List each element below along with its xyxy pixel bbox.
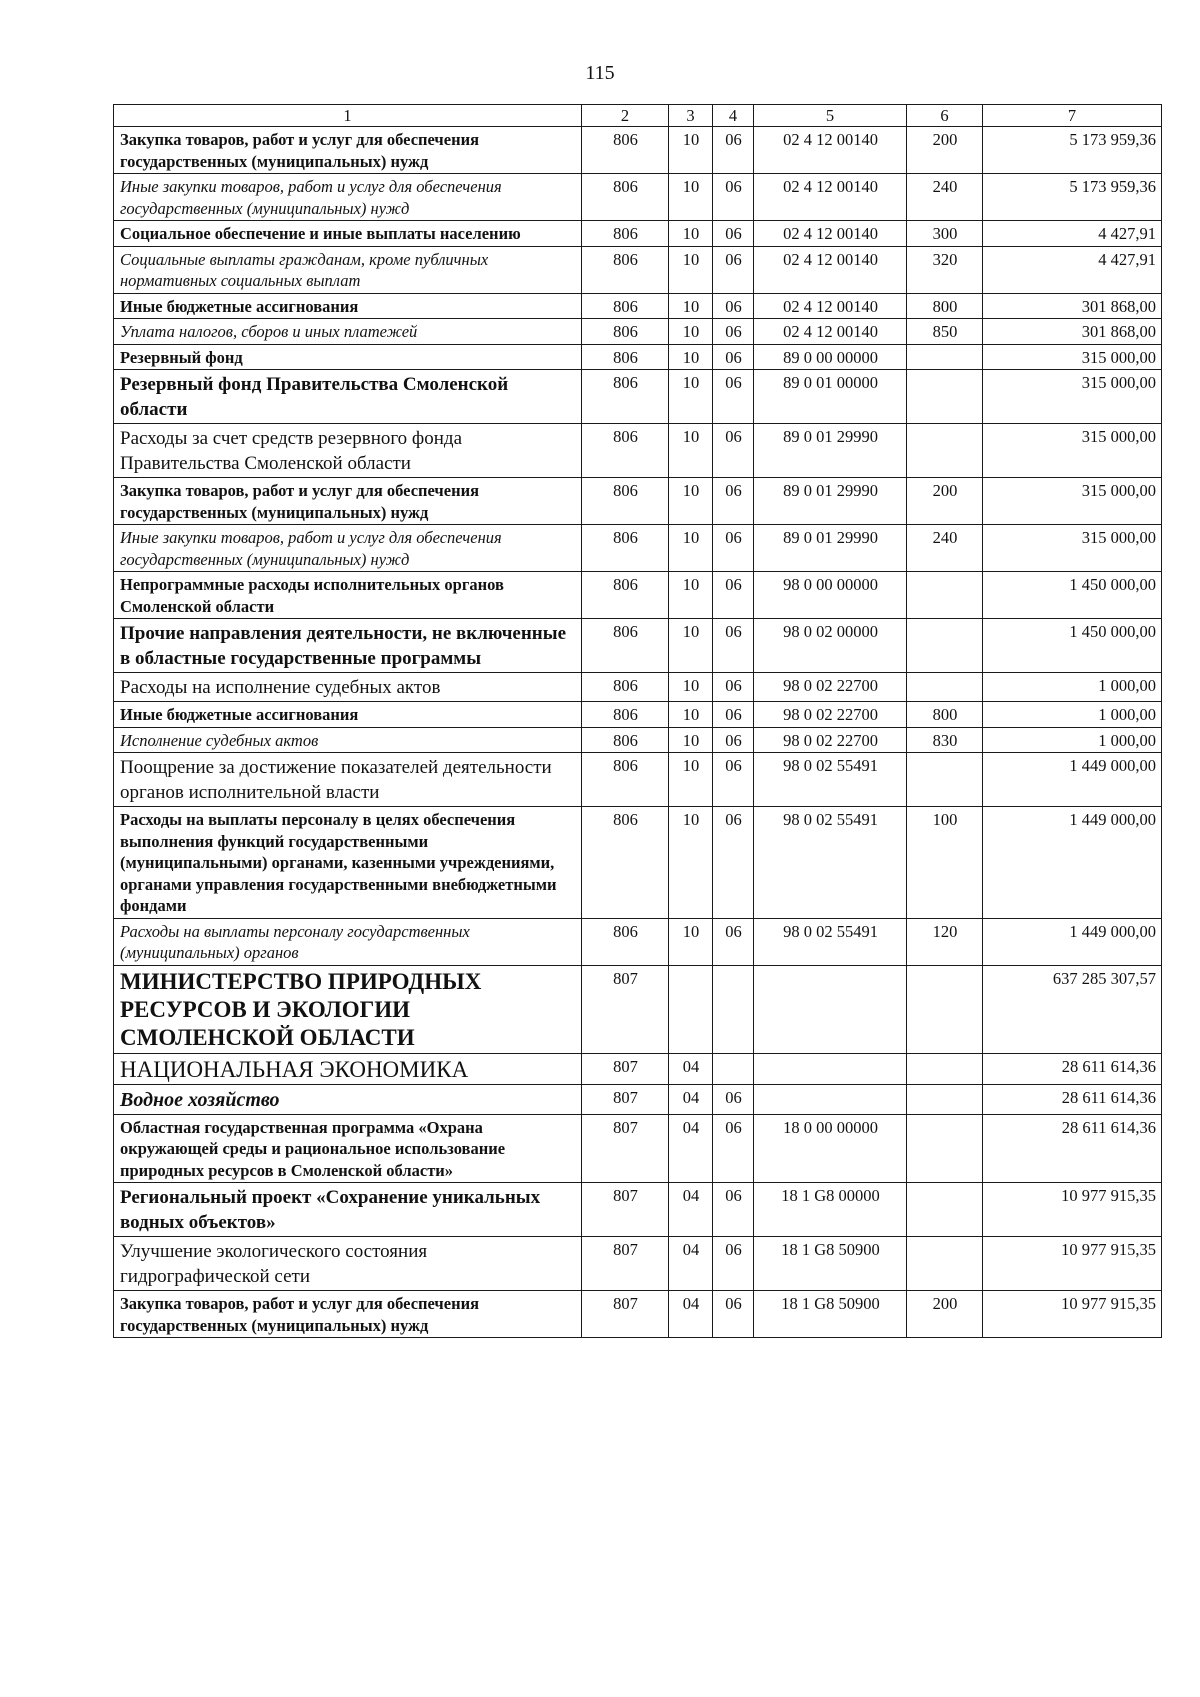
item-name-cell: Социальное обеспечение и иные выплаты населению [114, 221, 582, 247]
header-cell: 6 [907, 105, 983, 127]
amount-cell: 28 611 614,36 [983, 1084, 1162, 1114]
code-ministry-cell: 806 [582, 293, 669, 319]
budget-table [113, 104, 1162, 1338]
table-row [114, 965, 1162, 1053]
item-name-cell: Водное хозяйство [114, 1084, 582, 1114]
item-name-cell: Закупка товаров, работ и услуг для обеспечения государственных (муниципальных) нужд [114, 127, 582, 174]
code-section-cell: 10 [669, 525, 713, 572]
code-subsection-cell: 06 [713, 572, 754, 619]
code-expense-type-cell [907, 424, 983, 478]
table-row [114, 127, 1162, 174]
amount-cell: 1 450 000,00 [983, 619, 1162, 673]
code-expense-type-cell: 200 [907, 478, 983, 525]
amount-cell: 1 000,00 [983, 727, 1162, 753]
code-ministry-cell: 806 [582, 127, 669, 174]
table-row [114, 572, 1162, 619]
code-section-cell: 10 [669, 174, 713, 221]
code-target-cell: 18 1 G8 00000 [754, 1183, 907, 1237]
code-expense-type-cell: 100 [907, 807, 983, 919]
code-ministry-cell: 806 [582, 319, 669, 345]
table-row [114, 1183, 1162, 1237]
code-subsection-cell: 06 [713, 1183, 754, 1237]
code-target-cell: 98 0 02 22700 [754, 702, 907, 728]
code-subsection-cell: 06 [713, 753, 754, 807]
amount-cell: 1 449 000,00 [983, 918, 1162, 965]
amount-cell: 301 868,00 [983, 293, 1162, 319]
table-row [114, 918, 1162, 965]
code-target-cell: 98 0 00 00000 [754, 572, 907, 619]
amount-cell: 315 000,00 [983, 370, 1162, 424]
code-ministry-cell: 806 [582, 246, 669, 293]
code-section-cell: 10 [669, 619, 713, 673]
code-expense-type-cell: 830 [907, 727, 983, 753]
amount-cell: 28 611 614,36 [983, 1114, 1162, 1183]
code-ministry-cell: 807 [582, 1084, 669, 1114]
header-row [114, 105, 1162, 127]
code-subsection-cell: 06 [713, 918, 754, 965]
code-ministry-cell: 807 [582, 1291, 669, 1338]
code-subsection-cell: 06 [713, 370, 754, 424]
table-row [114, 619, 1162, 673]
code-expense-type-cell: 850 [907, 319, 983, 345]
item-name-cell: Иные закупки товаров, работ и услуг для обеспечения государственных (муниципальных) нужд [114, 174, 582, 221]
item-name-cell: Резервный фонд [114, 344, 582, 370]
header-cell: 7 [983, 105, 1162, 127]
code-subsection-cell: 06 [713, 246, 754, 293]
amount-cell: 10 977 915,35 [983, 1237, 1162, 1291]
item-name-cell: Расходы на выплаты персоналу государственных (муниципальных) органов [114, 918, 582, 965]
code-subsection-cell: 06 [713, 619, 754, 673]
table-row [114, 753, 1162, 807]
code-subsection-cell: 06 [713, 1291, 754, 1338]
code-ministry-cell: 806 [582, 918, 669, 965]
code-section-cell: 04 [669, 1114, 713, 1183]
item-name-cell: Расходы на исполнение судебных актов [114, 673, 582, 702]
item-name-cell: Социальные выплаты гражданам, кроме публичных нормативных социальных выплат [114, 246, 582, 293]
code-ministry-cell: 806 [582, 525, 669, 572]
amount-cell: 10 977 915,35 [983, 1183, 1162, 1237]
code-target-cell: 89 0 01 29990 [754, 478, 907, 525]
code-ministry-cell: 807 [582, 1114, 669, 1183]
table-row [114, 1237, 1162, 1291]
code-ministry-cell: 807 [582, 1183, 669, 1237]
page-number: 115 [585, 62, 615, 84]
table-row [114, 221, 1162, 247]
code-expense-type-cell: 200 [907, 127, 983, 174]
code-target-cell: 02 4 12 00140 [754, 221, 907, 247]
code-target-cell [754, 1053, 907, 1084]
code-section-cell: 10 [669, 807, 713, 919]
code-expense-type-cell [907, 572, 983, 619]
code-subsection-cell: 06 [713, 727, 754, 753]
code-subsection-cell: 06 [713, 807, 754, 919]
table-row [114, 525, 1162, 572]
code-ministry-cell: 807 [582, 965, 669, 1053]
code-target-cell: 18 1 G8 50900 [754, 1237, 907, 1291]
code-target-cell: 18 1 G8 50900 [754, 1291, 907, 1338]
table-row [114, 1084, 1162, 1114]
code-target-cell: 02 4 12 00140 [754, 293, 907, 319]
code-subsection-cell [713, 965, 754, 1053]
item-name-cell: Уплата налогов, сборов и иных платежей [114, 319, 582, 345]
code-subsection-cell: 06 [713, 344, 754, 370]
item-name-cell: НАЦИОНАЛЬНАЯ ЭКОНОМИКА [114, 1053, 582, 1084]
code-ministry-cell: 806 [582, 424, 669, 478]
item-name-cell: Региональный проект «Сохранение уникальных водных объектов» [114, 1183, 582, 1237]
code-section-cell: 10 [669, 246, 713, 293]
code-target-cell: 98 0 02 55491 [754, 807, 907, 919]
code-expense-type-cell [907, 1084, 983, 1114]
code-target-cell: 18 0 00 00000 [754, 1114, 907, 1183]
table-row [114, 1053, 1162, 1084]
code-target-cell: 02 4 12 00140 [754, 127, 907, 174]
code-ministry-cell: 806 [582, 174, 669, 221]
code-expense-type-cell: 800 [907, 293, 983, 319]
code-expense-type-cell: 800 [907, 702, 983, 728]
code-expense-type-cell: 120 [907, 918, 983, 965]
amount-cell: 4 427,91 [983, 246, 1162, 293]
amount-cell: 315 000,00 [983, 478, 1162, 525]
amount-cell: 301 868,00 [983, 319, 1162, 345]
code-section-cell: 10 [669, 727, 713, 753]
amount-cell: 5 173 959,36 [983, 127, 1162, 174]
code-target-cell: 02 4 12 00140 [754, 174, 907, 221]
code-section-cell: 10 [669, 221, 713, 247]
amount-cell: 1 450 000,00 [983, 572, 1162, 619]
amount-cell: 4 427,91 [983, 221, 1162, 247]
code-section-cell: 10 [669, 918, 713, 965]
item-name-cell: Резервный фонд Правительства Смоленской области [114, 370, 582, 424]
header-cell: 1 [114, 105, 582, 127]
code-subsection-cell: 06 [713, 1084, 754, 1114]
code-target-cell: 02 4 12 00140 [754, 319, 907, 345]
code-ministry-cell: 807 [582, 1237, 669, 1291]
amount-cell: 10 977 915,35 [983, 1291, 1162, 1338]
code-subsection-cell: 06 [713, 293, 754, 319]
item-name-cell: Областная государственная программа «Охрана окружающей среды и рациональное использование природных ресурсов в Смоленской области» [114, 1114, 582, 1183]
code-target-cell: 98 0 02 55491 [754, 918, 907, 965]
code-ministry-cell: 806 [582, 807, 669, 919]
code-ministry-cell: 806 [582, 753, 669, 807]
code-target-cell [754, 1084, 907, 1114]
code-subsection-cell: 06 [713, 1114, 754, 1183]
code-ministry-cell: 806 [582, 478, 669, 525]
amount-cell: 315 000,00 [983, 344, 1162, 370]
code-subsection-cell: 06 [713, 221, 754, 247]
table-row [114, 1291, 1162, 1338]
amount-cell: 5 173 959,36 [983, 174, 1162, 221]
code-section-cell: 10 [669, 673, 713, 702]
code-section-cell: 10 [669, 344, 713, 370]
item-name-cell: Закупка товаров, работ и услуг для обеспечения государственных (муниципальных) нужд [114, 478, 582, 525]
code-subsection-cell [713, 1053, 754, 1084]
amount-cell: 28 611 614,36 [983, 1053, 1162, 1084]
code-subsection-cell: 06 [713, 702, 754, 728]
table-row [114, 370, 1162, 424]
code-ministry-cell: 806 [582, 673, 669, 702]
code-expense-type-cell [907, 1183, 983, 1237]
code-section-cell: 10 [669, 478, 713, 525]
code-ministry-cell: 806 [582, 727, 669, 753]
table-row [114, 344, 1162, 370]
amount-cell: 315 000,00 [983, 525, 1162, 572]
code-expense-type-cell: 320 [907, 246, 983, 293]
code-section-cell: 10 [669, 424, 713, 478]
table-row [114, 424, 1162, 478]
table-row [114, 246, 1162, 293]
code-section-cell: 10 [669, 127, 713, 174]
table-row [114, 673, 1162, 702]
header-cell: 5 [754, 105, 907, 127]
code-target-cell: 89 0 01 29990 [754, 424, 907, 478]
code-section-cell: 04 [669, 1291, 713, 1338]
table-row [114, 319, 1162, 345]
code-section-cell: 10 [669, 319, 713, 345]
amount-cell: 1 449 000,00 [983, 807, 1162, 919]
code-expense-type-cell [907, 753, 983, 807]
code-target-cell: 89 0 01 29990 [754, 525, 907, 572]
code-expense-type-cell [907, 370, 983, 424]
code-subsection-cell: 06 [713, 174, 754, 221]
code-section-cell: 04 [669, 1084, 713, 1114]
amount-cell: 1 000,00 [983, 702, 1162, 728]
code-target-cell: 89 0 01 00000 [754, 370, 907, 424]
code-target-cell: 89 0 00 00000 [754, 344, 907, 370]
code-section-cell: 04 [669, 1237, 713, 1291]
item-name-cell: Прочие направления деятельности, не включенные в областные государственные программы [114, 619, 582, 673]
code-ministry-cell: 806 [582, 572, 669, 619]
code-target-cell: 98 0 02 22700 [754, 727, 907, 753]
amount-cell: 315 000,00 [983, 424, 1162, 478]
code-section-cell: 10 [669, 572, 713, 619]
code-expense-type-cell: 300 [907, 221, 983, 247]
item-name-cell: Улучшение экологического состояния гидрографической сети [114, 1237, 582, 1291]
code-section-cell: 10 [669, 293, 713, 319]
code-subsection-cell: 06 [713, 424, 754, 478]
code-ministry-cell: 806 [582, 221, 669, 247]
code-expense-type-cell [907, 1237, 983, 1291]
table-row [114, 478, 1162, 525]
code-subsection-cell: 06 [713, 319, 754, 345]
header-cell: 2 [582, 105, 669, 127]
code-subsection-cell: 06 [713, 673, 754, 702]
item-name-cell: Расходы за счет средств резервного фонда Правительства Смоленской области [114, 424, 582, 478]
code-target-cell: 02 4 12 00140 [754, 246, 907, 293]
code-target-cell [754, 965, 907, 1053]
item-name-cell: Непрограммные расходы исполнительных органов Смоленской области [114, 572, 582, 619]
item-name-cell: Иные бюджетные ассигнования [114, 702, 582, 728]
code-expense-type-cell [907, 1053, 983, 1084]
code-expense-type-cell: 240 [907, 174, 983, 221]
code-subsection-cell: 06 [713, 1237, 754, 1291]
code-expense-type-cell [907, 1114, 983, 1183]
table-row [114, 702, 1162, 728]
item-name-cell: Расходы на выплаты персоналу в целях обеспечения выполнения функций государственными (муниципальными) органами, казенными учреждениями, органами управления государственными внебюджетными фондами [114, 807, 582, 919]
code-section-cell: 10 [669, 370, 713, 424]
amount-cell: 637 285 307,57 [983, 965, 1162, 1053]
code-expense-type-cell [907, 965, 983, 1053]
code-target-cell: 98 0 02 00000 [754, 619, 907, 673]
code-target-cell: 98 0 02 55491 [754, 753, 907, 807]
item-name-cell: Исполнение судебных актов [114, 727, 582, 753]
code-ministry-cell: 806 [582, 619, 669, 673]
table-row [114, 174, 1162, 221]
code-expense-type-cell [907, 673, 983, 702]
item-name-cell: МИНИСТЕРСТВО ПРИРОДНЫХ РЕСУРСОВ И ЭКОЛОГИИ СМОЛЕНСКОЙ ОБЛАСТИ [114, 965, 582, 1053]
code-expense-type-cell: 240 [907, 525, 983, 572]
table-row [114, 807, 1162, 919]
code-subsection-cell: 06 [713, 127, 754, 174]
code-ministry-cell: 807 [582, 1053, 669, 1084]
code-section-cell: 04 [669, 1053, 713, 1084]
amount-cell: 1 000,00 [983, 673, 1162, 702]
item-name-cell: Закупка товаров, работ и услуг для обеспечения государственных (муниципальных) нужд [114, 1291, 582, 1338]
code-expense-type-cell [907, 619, 983, 673]
code-expense-type-cell: 200 [907, 1291, 983, 1338]
table-row [114, 727, 1162, 753]
header-cell: 4 [713, 105, 754, 127]
code-ministry-cell: 806 [582, 344, 669, 370]
header-cell: 3 [669, 105, 713, 127]
amount-cell: 1 449 000,00 [983, 753, 1162, 807]
code-section-cell: 10 [669, 753, 713, 807]
code-subsection-cell: 06 [713, 478, 754, 525]
item-name-cell: Иные закупки товаров, работ и услуг для обеспечения государственных (муниципальных) нужд [114, 525, 582, 572]
code-ministry-cell: 806 [582, 370, 669, 424]
table-row [114, 1114, 1162, 1183]
code-subsection-cell: 06 [713, 525, 754, 572]
item-name-cell: Иные бюджетные ассигнования [114, 293, 582, 319]
code-section-cell [669, 965, 713, 1053]
code-target-cell: 98 0 02 22700 [754, 673, 907, 702]
code-expense-type-cell [907, 344, 983, 370]
item-name-cell: Поощрение за достижение показателей деятельности органов исполнительной власти [114, 753, 582, 807]
code-ministry-cell: 806 [582, 702, 669, 728]
table-row [114, 293, 1162, 319]
code-section-cell: 10 [669, 702, 713, 728]
code-section-cell: 04 [669, 1183, 713, 1237]
